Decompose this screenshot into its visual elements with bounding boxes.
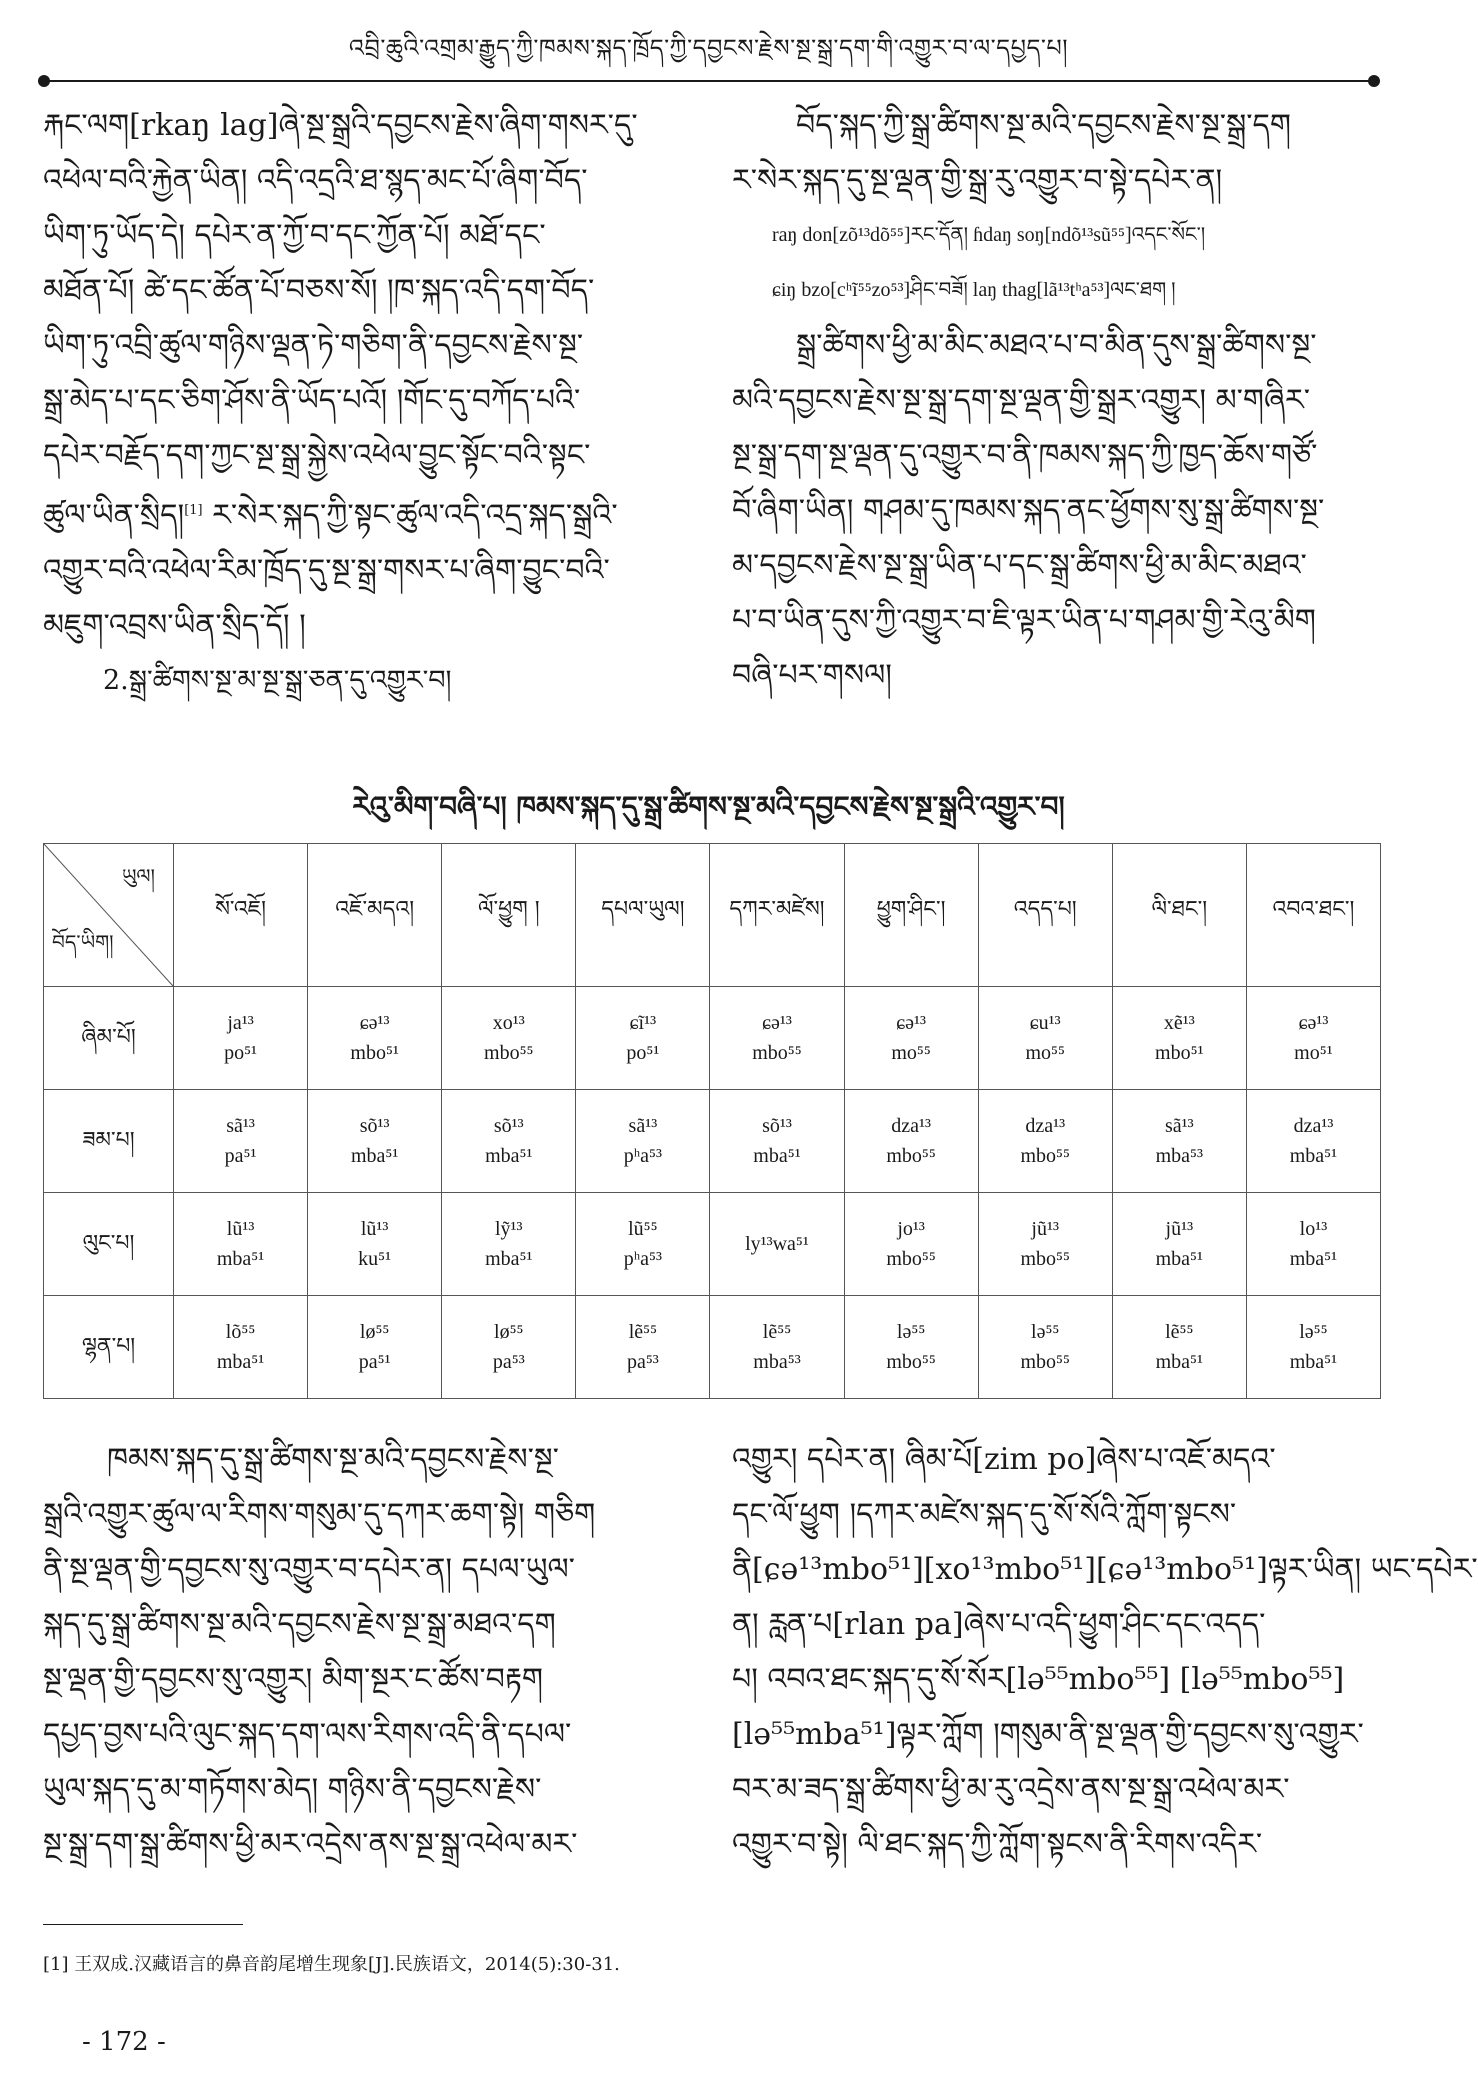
transcription: jo¹³	[897, 1218, 925, 1240]
header-rule-right-dot	[1368, 75, 1380, 87]
transcription: ɕu¹³	[1029, 1012, 1061, 1034]
transcription: mba⁵¹	[1155, 1248, 1204, 1270]
text-line: མའི་དབྱངས་རྗེས་སྔ་སྒྲ་དག་སྔ་ལྡན་གྱི་སྒྲར་འགྱུར། མ་གཞིར་	[732, 383, 1311, 418]
table-cell	[442, 987, 576, 1090]
transcription: pʰa⁵³	[623, 1248, 663, 1270]
transcription: mba⁵¹	[216, 1248, 265, 1270]
transcription: dza¹³	[1293, 1115, 1334, 1137]
transcription: sã¹³	[226, 1115, 255, 1137]
table-cell	[844, 1090, 978, 1193]
transcription: ly¹³wa⁵¹	[745, 1233, 809, 1255]
column-header: ལོ་ཕྱུག །	[442, 844, 576, 987]
row-header: ཞིམ་པོ།	[44, 987, 174, 1090]
table-cell	[978, 1193, 1112, 1296]
text-line: བོད་སྐད་ཀྱི་སྒྲ་ཚིགས་སྔ་མའི་དབྱངས་རྗེས་སྔ་སྒྲ་དག	[796, 108, 1292, 143]
transcription: lẽ⁵⁵	[628, 1321, 658, 1343]
transcription: mba⁵¹	[485, 1248, 533, 1270]
text-line: ཁམས་སྐད་དུ་སྒྲ་ཚིགས་སྔ་མའི་དབྱངས་རྗེས་སྔ་	[107, 1442, 559, 1477]
transcription: lẽ⁵⁵	[1165, 1321, 1194, 1343]
table-cell	[1112, 1296, 1246, 1399]
transcription: sã¹³	[1164, 1115, 1194, 1137]
transcription: mbo⁵⁵	[886, 1145, 936, 1167]
table-cell	[576, 987, 710, 1090]
transcription: lø⁵⁵	[359, 1321, 390, 1343]
table-cell	[1246, 1090, 1380, 1193]
text-line: སྔ་སྒྲ་དག་སྔ་ལྡན་དུ་འགྱུར་བ་ནི་ཁམས་སྐད་ཀྱི་ཁྱད་ཆོས་གཙོ་	[732, 438, 1318, 473]
table-cell	[576, 1090, 710, 1193]
table-cell	[308, 1090, 442, 1193]
transcription: lũ¹³	[360, 1218, 389, 1240]
text-line: དང་ལོ་ཕྱུག །དཀར་མཛེས་སྐད་དུ་སོ་སོའི་ཀློག་སྟངས་	[732, 1497, 1237, 1532]
transcription: pa⁵¹	[358, 1351, 391, 1373]
text-segment: ར་སེར་སྐད་ཀྱི་སྟང་ཚུལ་འདི་འདྲ་སྐད་སྒྲའི་	[202, 498, 618, 533]
transcription: mo⁵¹	[1294, 1042, 1333, 1064]
row-header: ཟམ་པ།	[44, 1090, 174, 1193]
text-line: སྐད་དུ་སྒྲ་ཚིགས་སྔ་མའི་དབྱངས་རྗེས་སྔ་སྒྲ་མཐའ་དག	[43, 1607, 556, 1642]
text-segment: ཚུལ་ཡིན་སྲིད།	[43, 498, 185, 533]
transcription: po⁵¹	[626, 1042, 660, 1064]
table-cell	[710, 1296, 844, 1399]
transcription: lũ¹³	[226, 1218, 255, 1240]
transcription: mbo⁵⁵	[1020, 1351, 1070, 1373]
table-cell	[576, 1296, 710, 1399]
transcription: lẽ⁵⁵	[762, 1321, 792, 1343]
table-cell	[308, 987, 442, 1090]
transcription: mba⁵¹	[753, 1145, 801, 1167]
table-cell	[978, 1090, 1112, 1193]
right-column-top	[732, 98, 1382, 703]
table-cell	[174, 987, 308, 1090]
text-line: ཡིག་ཏུ་འབྲི་ཚུལ་གཉིས་ལྡན་ཏེ་གཅིག་ནི་དབྱངས་རྗེས་སྔ་	[43, 328, 584, 363]
text-line: པ་བ་ཡིན་དུས་ཀྱི་འགྱུར་བ་ཇི་ལྟར་ཡིན་པ་གཤམ་གྱི་རེའུ་མིག	[732, 603, 1316, 638]
column-header: ཕྱུག་ཤིང་།	[844, 844, 978, 987]
transcription: xo¹³	[492, 1012, 525, 1034]
transcription: mba⁵¹	[216, 1351, 265, 1373]
text-line: སྔ་ལྡན་གྱི་དབྱངས་སུ་འགྱུར། མིག་སྔར་ང་ཚོས་བརྟག	[43, 1662, 544, 1697]
table-cell	[442, 1193, 576, 1296]
transcription: mba⁵³	[753, 1351, 801, 1373]
table-cell	[1246, 1296, 1380, 1399]
transcription: mba⁵¹	[1289, 1351, 1338, 1373]
transcription: mbo⁵⁵	[1020, 1145, 1070, 1167]
transcription: mbo⁵⁵	[886, 1248, 936, 1270]
text-line: སྒྲ་མེད་པ་དང་ཅིག་ཤོས་ནི་ཡོད་པའོ། །གོང་དུ་བཀོད་པའི་	[43, 383, 581, 418]
text-line: སྒྲའི་འགྱུར་ཚུལ་ལ་རིགས་གསུམ་དུ་དཀར་ཆག་སྟེ། གཅིག	[43, 1497, 596, 1532]
transcription: ɕə¹³	[1298, 1012, 1329, 1034]
text-line: ནི[ɕə¹³mbo⁵¹][xo¹³mbo⁵¹][ɕə¹³mbo⁵¹]ལྟར་ཡིན། ཡང་དཔེར་	[732, 1552, 1478, 1587]
table-cell	[442, 1296, 576, 1399]
row-header: ལྷན་པ།	[44, 1296, 174, 1399]
text-line: བར་མ་ཟད་སྒྲ་ཚིགས་ཕྱི་མ་རུ་འདྲེས་ནས་སྔ་སྒྲ་འཕེལ་མར་	[732, 1772, 1290, 1807]
transcription: ku⁵¹	[358, 1248, 392, 1270]
transcription: mbo⁵⁵	[886, 1351, 936, 1373]
section-heading: 2.སྒྲ་ཚིགས་སྔ་མ་སྔ་སྒྲ་ཅན་དུ་འགྱུར་བ།	[103, 665, 452, 696]
table-cell	[1112, 1090, 1246, 1193]
table-cell	[442, 1090, 576, 1193]
table-cell	[978, 987, 1112, 1090]
table-cell	[710, 1193, 844, 1296]
text-line: ར་སེར་སྐད་དུ་སྔ་ལྡན་གྱི་སྒྲ་རུ་འགྱུར་བ་སྟེ་དཔེར་ན།	[732, 163, 1223, 198]
text-line-with-footnote	[43, 483, 683, 543]
comparison-table	[43, 843, 1381, 1399]
transcription: mba⁵¹	[1289, 1145, 1338, 1167]
transcription: ɕə¹³	[762, 1012, 792, 1034]
transcription: pa⁵¹	[224, 1145, 257, 1167]
transcription: lə⁵⁵	[1031, 1321, 1060, 1343]
transcription: lə⁵⁵	[1299, 1321, 1328, 1343]
table-cell	[174, 1296, 308, 1399]
page-number: - 172 -	[82, 2027, 166, 2057]
column-header: སོ་འཇོ།	[174, 844, 308, 987]
text-line: རྐང་ལག[rkaŋ lag]ཞེ་སྔ་སྒྲའི་དབྱངས་རྗེས་ཞིག་གསར་དུ་	[43, 108, 638, 143]
transcription: ɕĩ¹³	[629, 1012, 657, 1034]
table-cell	[174, 1193, 308, 1296]
table-cell	[1246, 1193, 1380, 1296]
text-line: མཐོན་པོ། ཚེ་དང་ཚོན་པོ་བཅས་སོ། །ཁ་སྐད་འདི་དག་བོད་	[43, 273, 595, 308]
column-header: འཇོ་མདའ།	[308, 844, 442, 987]
transcription: xẽ¹³	[1163, 1012, 1195, 1034]
transcription: lũ⁵⁵	[628, 1218, 658, 1240]
header-rule	[44, 80, 1374, 82]
footnote: [1] 王双成.汉藏语言的鼻音韵尾增生现象[J].民族语文，2014(5):30-31.	[43, 1954, 620, 1975]
table-cell	[1112, 1193, 1246, 1296]
table-cell	[978, 1296, 1112, 1399]
text-line: སྔ་སྒྲ་དག་སྒྲ་ཚིགས་ཕྱི་མར་འདྲེས་ནས་སྔ་སྒྲ་འཕེལ་མར་	[43, 1827, 578, 1862]
transcription: sã¹³	[628, 1115, 658, 1137]
transcription: jũ¹³	[1165, 1218, 1194, 1240]
table-cell	[844, 987, 978, 1090]
transcription: mbo⁵¹	[350, 1042, 399, 1064]
running-header: འབྲི་ཆུའི་འགྲམ་རྒྱུད་ཀྱི་ཁམས་སྐད་ཁྲོད་ཀྱི་དབྱངས་རྗེས་སྔ་སྒྲ་དག་གི་འགྱུར་བ་ལ་དཔྱད་པ།	[348, 34, 1069, 62]
table-body	[44, 987, 1381, 1399]
text-line: པ། འབའ་ཐང་སྐད་དུ་སོ་སོར[lə⁵⁵mbo⁵⁵] [lə⁵⁵mbo⁵⁵]	[732, 1662, 1345, 1697]
transcription: sõ¹³	[359, 1115, 390, 1137]
table-cell	[844, 1296, 978, 1399]
text-line: སྒྲ་ཚིགས་ཕྱི་མ་མིང་མཐའ་པ་བ་མིན་དུས་སྒྲ་ཚིགས་སྔ་	[796, 328, 1317, 363]
transcription: lo¹³	[1299, 1218, 1328, 1240]
transcription: pʰa⁵³	[623, 1145, 663, 1167]
transcription: lõ⁵⁵	[225, 1321, 256, 1343]
transcription: po⁵¹	[224, 1042, 258, 1064]
transcription: dza¹³	[891, 1115, 931, 1137]
text-line: ཡིག་ཏུ་ཡོད་དེ། དཔེར་ན་ཀྱོ་བ་དང་ཀྱོན་པོ། མཐོ་དང་	[43, 218, 546, 253]
table-cell	[576, 1193, 710, 1296]
corner-label-bottom: བོད་ཡིག།	[52, 930, 114, 954]
text-line: ནི་སྔ་ལྡན་གྱི་དབྱངས་སུ་འགྱུར་བ་དཔེར་ན། དཔལ་ཡུལ་	[43, 1552, 575, 1587]
table-row	[44, 1193, 1381, 1296]
column-header: དཀར་མཛེས།	[710, 844, 844, 987]
transcription: mo⁵⁵	[891, 1042, 931, 1064]
table-cell	[308, 1296, 442, 1399]
transcription: mba⁵¹	[350, 1145, 399, 1167]
transcription: pa⁵³	[492, 1351, 525, 1373]
footnote-rule	[43, 1924, 243, 1925]
transcription: ɕə¹³	[896, 1012, 926, 1034]
transcription: mba⁵¹	[1289, 1248, 1338, 1270]
transcription: jũ¹³	[1031, 1218, 1059, 1240]
transcription: mbo⁵⁵	[1020, 1248, 1070, 1270]
transcription: sõ¹³	[493, 1115, 524, 1137]
right-column-bottom	[732, 1432, 1478, 1872]
column-header: འདད་པ།	[978, 844, 1112, 987]
transcription: lỹ¹³	[494, 1218, 523, 1240]
transcription: mbo⁵⁵	[484, 1042, 534, 1064]
table-cell	[174, 1090, 308, 1193]
text-line: འགྱུར། དཔེར་ན། ཞིམ་པོ[zim po]ཞེས་པ་འཇོ་མདའ་	[732, 1442, 1276, 1477]
text-line: འགྱུར་བའི་འཕེལ་རིམ་ཁྲོད་དུ་སྔ་སྒྲ་གསར་པ་ཞིག་བྱུང་བའི་	[43, 553, 610, 588]
footnote-marker[interactable]: [1]	[184, 503, 203, 518]
table-header-row	[44, 844, 1381, 987]
transcription: mba⁵¹	[1155, 1351, 1204, 1373]
transcription: ɕə¹³	[359, 1012, 390, 1034]
text-line: བཞི་པར་གསལ།	[732, 658, 892, 693]
text-line: [lə⁵⁵mba⁵¹]ལྟར་ཀློག །གསུམ་ནི་སྔ་ལྡན་གྱི་དབྱངས་སུ་འགྱུར་	[732, 1717, 1364, 1752]
transcription: mba⁵³	[1155, 1145, 1204, 1167]
transcription: mo⁵⁵	[1025, 1042, 1065, 1064]
transcription: mbo⁵⁵	[752, 1042, 802, 1064]
transcription: mbo⁵¹	[1155, 1042, 1204, 1064]
table-row	[44, 1296, 1381, 1399]
text-line: ཡུལ་སྐད་དུ་མ་གཏོགས་མེད། གཉིས་ནི་དབྱངས་རྗེས་	[43, 1772, 542, 1807]
left-column-top	[43, 98, 683, 708]
transcription: pa⁵³	[626, 1351, 659, 1373]
table-title: རེའུ་མིག་བཞི་པ། ཁམས་སྐད་དུ་སྒྲ་ཚིགས་སྔ་མའི་དབྱངས་རྗེས་སྔ་སྒྲའི་འགྱུར་བ།	[352, 790, 1065, 823]
ipa-example-line: raŋ don[zõ¹³dõ⁵⁵]རང་དོན། ɦdaŋ soŋ[ndõ¹³sũ⁵⁵]འདང་སོང་།	[772, 224, 1206, 246]
table-corner-cell	[44, 844, 174, 987]
table-cell	[844, 1193, 978, 1296]
table-cell	[710, 1090, 844, 1193]
transcription: sõ¹³	[762, 1115, 792, 1137]
text-line: མཇུག་འབྲས་ཡིན་སྲིད་དོ། །	[43, 608, 306, 643]
table-cell	[308, 1193, 442, 1296]
transcription: lə⁵⁵	[896, 1321, 926, 1343]
transcription: dza¹³	[1025, 1115, 1066, 1137]
text-line: བོ་ཞིག་ཡིན། གཤམ་དུ་ཁམས་སྐད་ནང་ཕྱོགས་སུ་སྒྲ་ཚིགས་སྔ་	[732, 493, 1325, 528]
text-line: མ་དབྱངས་རྗེས་སྔ་སྒྲ་ཡིན་པ་དང་སྒྲ་ཚིགས་ཕྱི་མ་མིང་མཐའ་	[732, 548, 1307, 583]
column-header: དཔལ་ཡུལ།	[576, 844, 710, 987]
text-line: དཔེར་བརྗོད་དག་ཀྱང་སྔ་སྒྲ་སྐྱེས་འཕེལ་བྱུང་སྟོང་བའི་སྟང་	[43, 438, 591, 473]
table-row	[44, 987, 1381, 1090]
text-line: ན། རླན་པ[rlan pa]ཞེས་པ་འདི་ཕྱུག་ཤིང་དང་འདད་	[732, 1607, 1266, 1642]
text-line: དཔྱད་བྱས་པའི་ལུང་སྐད་དག་ལས་རིགས་འདི་ནི་དཔལ་	[43, 1717, 572, 1752]
transcription: lø⁵⁵	[494, 1321, 524, 1343]
text-line: འགྱུར་བ་སྟེ། ལི་ཐང་སྐད་ཀྱི་ཀློག་སྟངས་ནི་རིགས་འདིར་	[732, 1827, 1263, 1862]
column-header: འབའ་ཐང་།	[1246, 844, 1380, 987]
ipa-example-line: ɕiŋ bzo[cʰĩ⁵⁵zo⁵³]ཤིང་བཟོ། laŋ thag[lã¹³tʰa⁵³]ལང་ཐག །	[772, 279, 1176, 301]
transcription: ja¹³	[227, 1012, 254, 1034]
transcription: mba⁵¹	[485, 1145, 533, 1167]
left-column-bottom	[43, 1432, 683, 1872]
column-header: ལི་ཐང་།	[1112, 844, 1246, 987]
corner-label-top: ཡུལ།	[121, 864, 155, 888]
table-cell	[710, 987, 844, 1090]
table-row	[44, 1090, 1381, 1193]
row-header: ལུང་པ།	[44, 1193, 174, 1296]
text-line: འཕེལ་བའི་རྐྱེན་ཡིན། འདི་འདྲའི་ཐ་སྙད་མང་པོ་ཞིག་བོད་	[43, 163, 588, 198]
table-cell	[1246, 987, 1380, 1090]
table-cell	[1112, 987, 1246, 1090]
